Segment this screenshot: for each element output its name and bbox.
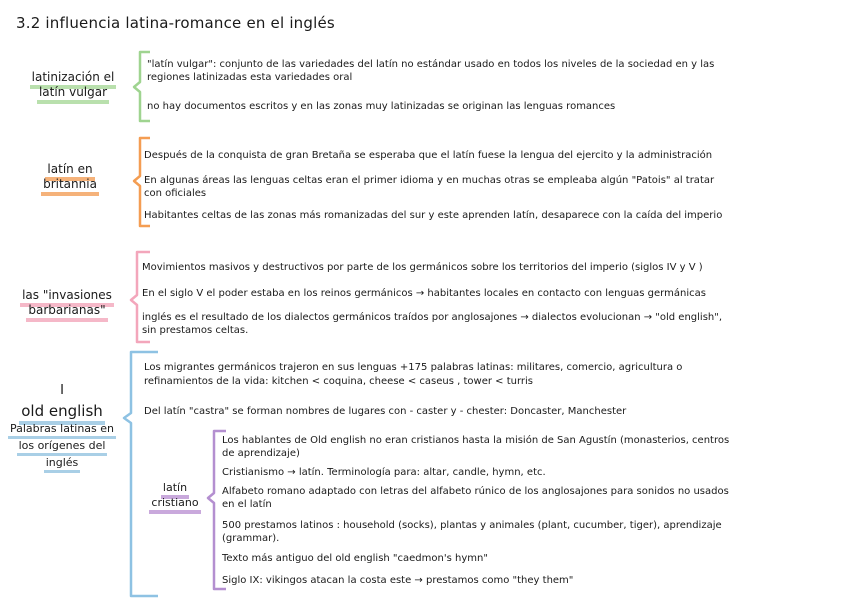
oldenglish-numeral: I: [60, 383, 64, 398]
latinizacion-item-1-cont: regiones latinizadas esta variedades oral: [147, 72, 353, 83]
label-oldenglish: [0, 382, 124, 471]
cristiano-item-6: Siglo IX: vikingos atacan la costa este → prestamos como "they them": [222, 575, 574, 586]
cristiano-item-3: Alfabeto romano adaptado con letras del alfabeto rúnico de los anglosajones para sonidos no usados: [222, 486, 729, 497]
label-britannia: [22, 162, 118, 192]
cristiano-item-5: Texto más antiguo del old english "caedmon's hymn": [222, 553, 488, 564]
britannia-item-3: Habitantes celtas de las zonas más romanizadas del sur y este aprenden latín, desaparece con la caída del imperio: [144, 210, 723, 221]
label-latinizacion: [14, 70, 132, 100]
label-invasiones-line1: las "invasiones: [20, 288, 114, 307]
britannia-item-2: En algunas áreas las lenguas celtas eran el primer idioma y en muchas otras se empleaba algún "Patois" al tratar: [144, 175, 715, 186]
label-latinizacion-line1: latinización el: [30, 70, 117, 89]
latinizacion-item-1: "latín vulgar": conjunto de las variedades del latín no estándar usado en todos los niveles de la sociedad en y las: [147, 59, 715, 70]
bracket-blue: [124, 352, 158, 596]
label-latincristiano-line1: latín: [161, 481, 189, 499]
oldenglish-heading: old english: [19, 402, 105, 425]
cristiano-item-1-cont: de aprendizaje): [222, 448, 300, 459]
britannia-item-1: Después de la conquista de gran Bretaña se esperaba que el latín fuese la lengua del ejercito y la administración: [144, 150, 713, 161]
invasiones-item-2: En el siglo V el poder estaba en los reinos germánicos → habitantes locales en contacto con lenguas germánicas: [142, 288, 706, 299]
cristiano-item-4-cont: (grammar).: [222, 533, 280, 544]
invasiones-item-3-cont: sin prestamos celtas.: [142, 325, 249, 336]
oldenglish-sub-line2: los orígenes del: [17, 439, 108, 456]
latinizacion-item-2: no hay documentos escritos y en las zonas muy latinizadas se originan las lenguas romances: [147, 101, 616, 112]
cristiano-item-1: Los hablantes de Old english no eran cristianos hasta la misión de San Agustín (monasterios, centros: [222, 435, 730, 446]
label-invasiones: [8, 288, 126, 318]
label-britannia-line2: britannia: [41, 177, 99, 196]
invasiones-item-3: inglés es el resultado de los dialectos germánicos traídos por anglosajones → dialectos evolucionan → "old english",: [142, 312, 723, 323]
cristiano-item-2: Cristianismo → latín. Terminología para: altar, candle, hymn, etc.: [222, 467, 546, 478]
label-latincristiano: [140, 480, 210, 510]
oldenglish-item-1-cont: refinamientos de la vida: kitchen < coquina, cheese < caseus , tower < turris: [144, 376, 534, 387]
label-latinizacion-line2: latín vulgar: [37, 85, 109, 104]
oldenglish-sub-line3: inglés: [44, 456, 81, 473]
britannia-item-2-cont: con oficiales: [144, 188, 207, 199]
oldenglish-sub-line1: Palabras latinas en: [8, 422, 116, 439]
label-invasiones-line2: barbarianas": [26, 303, 107, 322]
label-latincristiano-line2: cristiano: [149, 496, 200, 514]
cristiano-item-3-cont: en el latín: [222, 499, 272, 510]
label-britannia-line1: latín en: [45, 162, 94, 181]
oldenglish-item-1: Los migrantes germánicos trajeron en sus lenguas +175 palabras latinas: militares, comercio, agricultura o: [144, 362, 683, 373]
page-title: 3.2 influencia latina-romance en el inglés: [16, 14, 335, 32]
invasiones-item-1: Movimientos masivos y destructivos por parte de los germánicos sobre los territorios del imperio (siglos IV y V ): [142, 262, 703, 273]
cristiano-item-4: 500 prestamos latinos : household (socks), plantas y animales (plant, cucumber, tiger), aprendizaje: [222, 520, 722, 531]
oldenglish-item-2: Del latín "castra" se forman nombres de lugares con - caster y - chester: Doncaster, Manchester: [144, 406, 627, 417]
